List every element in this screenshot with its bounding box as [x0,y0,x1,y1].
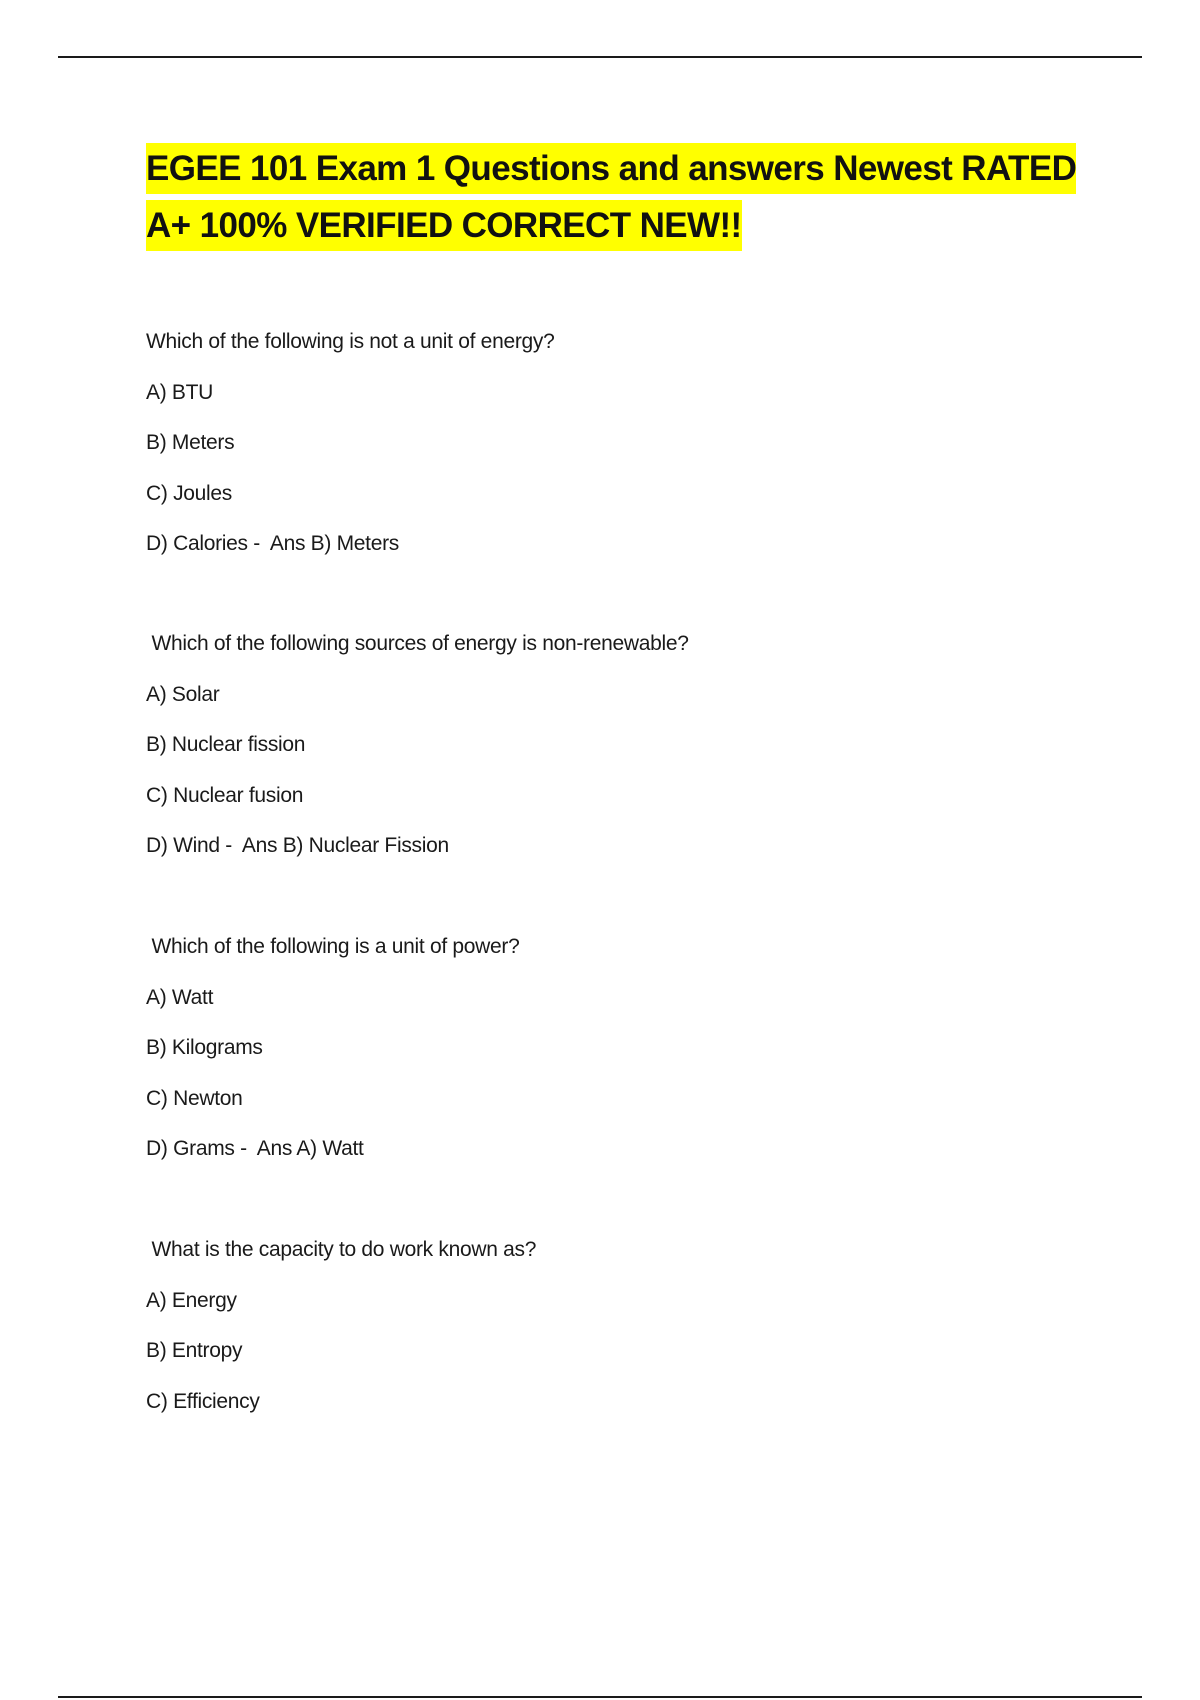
question-3-option-a: A) Watt [146,985,214,1009]
question-1-option-a: A) BTU [146,380,214,404]
question-3-option-d-answer: D) Grams - Ans A) Watt [146,1137,364,1160]
page-bottom-rule [58,1696,1142,1698]
question-3-option-c: C) Newton [146,1086,243,1110]
question-2-option-c: C) Nuclear fusion [146,783,304,807]
question-1-option-c: C) Joules [146,481,232,505]
question-4-option-b: B) Entropy [146,1339,243,1362]
question-2-text: Which of the following sources of energy is non-renewable? [146,632,689,655]
question-3-option-b: B) Kilograms [146,1036,263,1059]
question-2-option-a: A) Solar [146,682,220,706]
question-1-text: Which of the following is not a unit of energy? [146,330,555,353]
question-4-text: What is the capacity to do work known as? [146,1238,537,1261]
question-3-text: Which of the following is a unit of power? [146,935,520,958]
question-block-1 [146,329,1106,582]
document-title-line-1: EGEE 101 Exam 1 Questions and answers Newest RATED [146,143,1076,194]
question-1-option-b: B) Meters [146,431,235,454]
question-1-option-d-answer: D) Calories - Ans B) Meters [146,532,399,555]
page-top-rule [58,56,1142,58]
question-4-option-c: C) Efficiency [146,1389,260,1413]
question-2-option-d-answer: D) Wind - Ans B) Nuclear Fission [146,834,449,857]
document-title [146,140,1106,254]
question-block-4 [146,1237,1106,1439]
question-2-option-b: B) Nuclear fission [146,733,306,756]
question-block-3 [146,934,1106,1187]
document-title-line-2: A+ 100% VERIFIED CORRECT NEW!! [146,200,742,251]
question-block-2 [146,631,1106,884]
question-4-option-a: A) Energy [146,1288,237,1312]
